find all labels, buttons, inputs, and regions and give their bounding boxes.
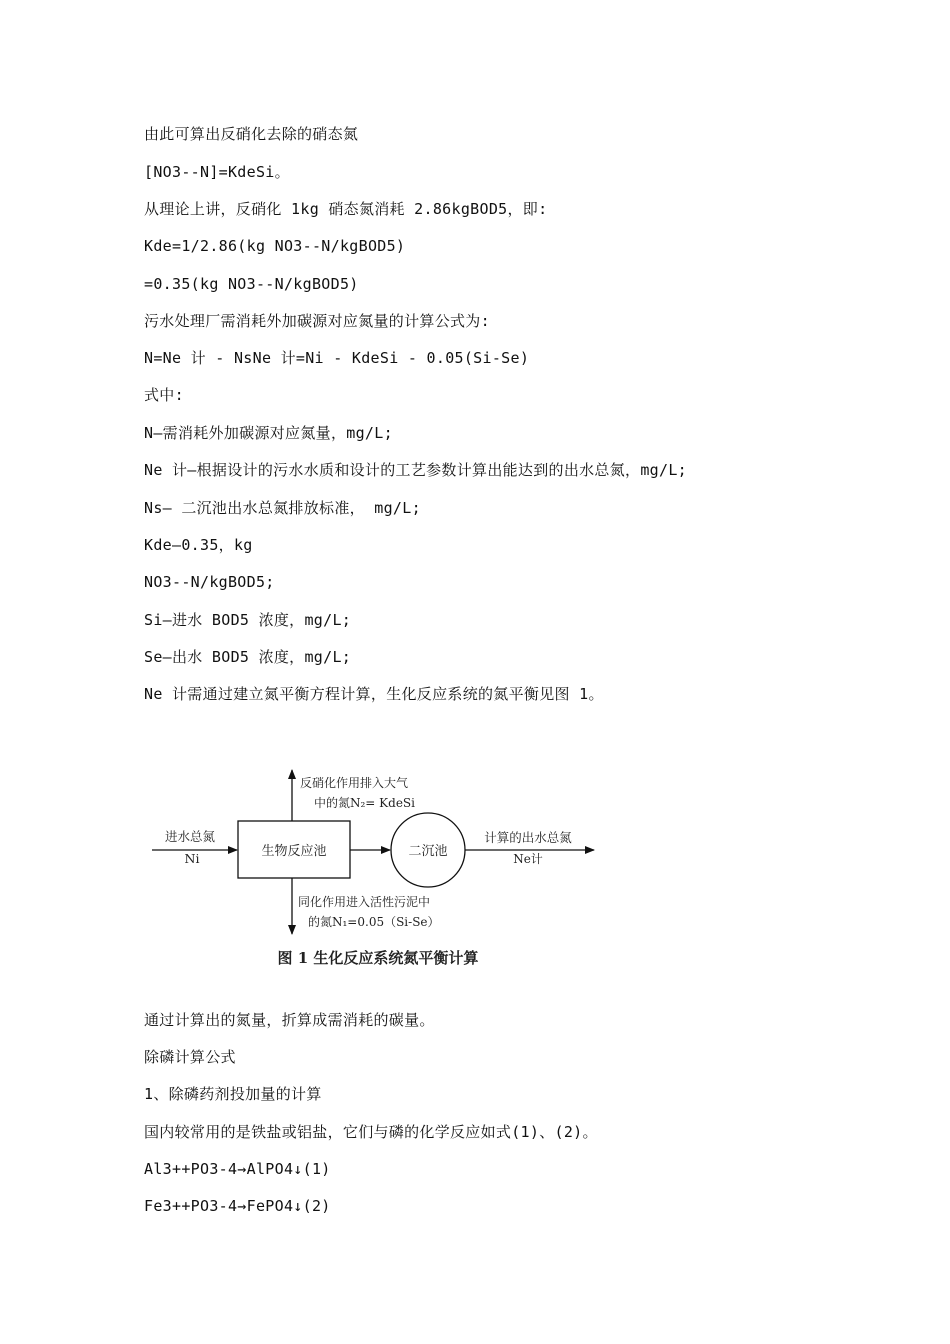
- text-line: 由此可算出反硝化去除的硝态氮: [144, 125, 359, 143]
- assimilation-formula: 的氮N₁=0.05（Si-Se）: [308, 915, 440, 929]
- text-line: Ne 计需通过建立氮平衡方程计算，生化反应系统的氮平衡见图 1。: [144, 685, 604, 703]
- text-line: 国内较常用的是铁盐或铝盐，它们与磷的化学反应如式(1)、(2)。: [144, 1123, 598, 1141]
- denitrification-label: 反硝化作用排入大气: [300, 776, 409, 790]
- text-line: 从理论上讲，反硝化 1kg 硝态氮消耗 2.86kgBOD5，即:: [144, 200, 548, 218]
- text-line: Se—出水 BOD5 浓度，mg/L;: [144, 648, 352, 666]
- text-line: Ne 计—根据设计的污水水质和设计的工艺参数计算出能达到的出水总氮，mg/L;: [144, 461, 687, 479]
- text-line: Fe3++PO3-4→FePO4↓(2): [144, 1197, 331, 1215]
- figure-caption: 图 1 生化反应系统氮平衡计算: [277, 949, 479, 967]
- text-line: 污水处理厂需消耗外加碳源对应氮量的计算公式为:: [144, 312, 490, 330]
- text-line: NO3--N/kgBOD5;: [144, 573, 275, 591]
- text-line: 式中:: [144, 386, 184, 404]
- text-line: N=Ne 计 - NsNe 计=Ni - KdeSi - 0.05(Si-Se): [144, 349, 530, 367]
- secondary-clarifier-label: 二沉池: [408, 844, 448, 859]
- text-line: Ns— 二沉池出水总氮排放标准， mg/L;: [144, 499, 421, 517]
- text-line: 1、除磷药剂投加量的计算: [144, 1085, 322, 1103]
- text-line: N—需消耗外加碳源对应氮量，mg/L;: [144, 424, 393, 442]
- nitrogen-balance-diagram: [148, 758, 608, 972]
- text-line: =0.35(kg NO3--N/kgBOD5): [144, 275, 359, 293]
- text-line: Kde—0.35，kg: [144, 536, 253, 554]
- text-line: [NO3--N]=KdeSi。: [144, 163, 290, 181]
- outflow-label: 计算的出水总氮: [484, 830, 572, 845]
- bioreactor-label: 生物反应池: [261, 844, 327, 859]
- text-line: Al3++PO3-4→AlPO4↓(1): [144, 1160, 331, 1178]
- text-line: 通过计算出的氮量，折算成需消耗的碳量。: [144, 1011, 435, 1029]
- text-line: Si—进水 BOD5 浓度，mg/L;: [144, 611, 352, 629]
- denitrification-formula: 中的氮N₂= KdeSi: [314, 796, 415, 810]
- inflow-label: 进水总氮: [164, 829, 216, 844]
- text-line: Kde=1/2.86(kg NO3--N/kgBOD5): [144, 237, 406, 255]
- assimilation-label: 同化作用进入活性污泥中: [298, 895, 431, 909]
- outflow-symbol: Ne计: [513, 852, 543, 866]
- inflow-symbol: Ni: [184, 851, 200, 866]
- text-line: 除磷计算公式: [144, 1048, 236, 1066]
